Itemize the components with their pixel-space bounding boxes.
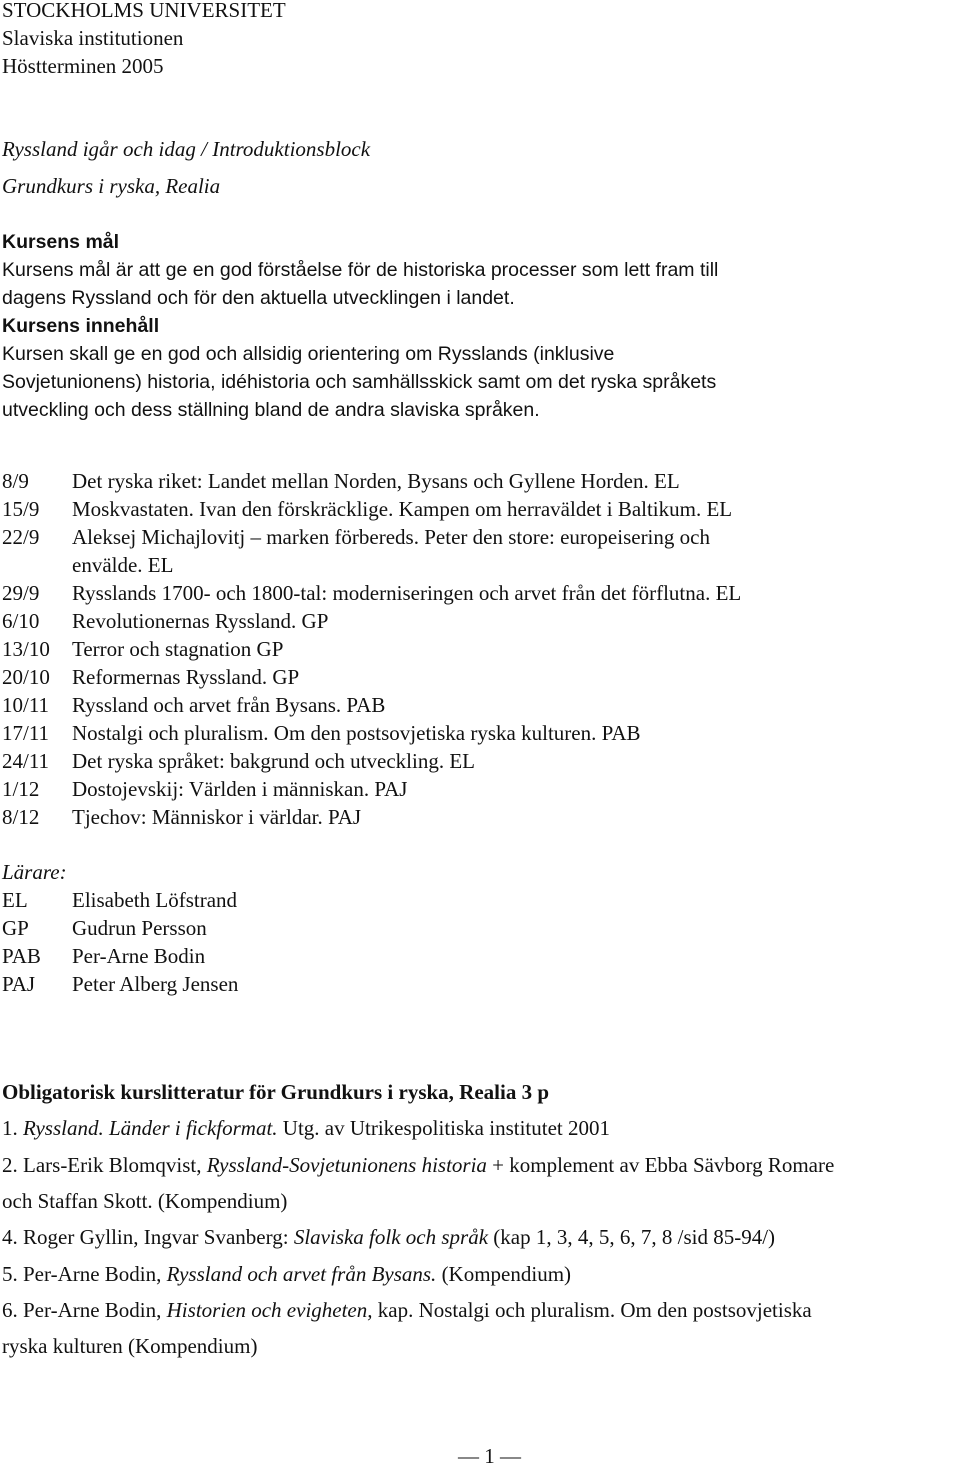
schedule-date: 1/12 (2, 777, 40, 801)
goals-text-line: dagens Ryssland och för den aktuella utvecklingen i landet. (2, 287, 515, 309)
schedule-topic: Moskvastaten. Ivan den förskräcklige. Kampen om herraväldet i Baltikum. EL (72, 497, 733, 521)
schedule-row (2, 775, 407, 803)
schedule-date: 17/11 (2, 721, 50, 745)
schedule-topic: Reformernas Ryssland. GP (72, 665, 300, 689)
schedule-topic: Nostalgi och pluralism. Om den postsovjetiska ryska kulturen. PAB (72, 721, 641, 745)
literature-item-suffix: Utg. av Utrikespolitiska institutet 2001 (277, 1116, 611, 1140)
schedule-row (2, 607, 328, 635)
schedule-topic-continuation: envälde. EL (72, 553, 174, 577)
page-number: — 1 — (458, 1444, 521, 1468)
literature-item (2, 1256, 571, 1292)
schedule-topic: Terror och stagnation GP (72, 637, 284, 661)
schedule-date: 20/10 (2, 665, 50, 689)
schedule-date: 29/9 (2, 581, 40, 605)
schedule-date: 13/10 (2, 637, 50, 661)
literature-item (2, 1292, 812, 1328)
schedule-row (2, 579, 741, 607)
content-text-line: utveckling och dess ställning bland de andra slaviska språken. (2, 399, 540, 421)
schedule-row (2, 803, 361, 831)
content-text-line: Kursen skall ge en god och allsidig orientering om Rysslands (inklusive (2, 343, 615, 365)
schedule-row (2, 663, 299, 691)
teacher-name: Gudrun Persson (72, 916, 207, 940)
teacher-code: EL (2, 888, 28, 912)
schedule-row (2, 747, 475, 775)
schedule-date: 15/9 (2, 497, 40, 521)
schedule-date: 24/11 (2, 749, 50, 773)
literature-item (2, 1219, 775, 1255)
schedule-date: 22/9 (2, 525, 40, 549)
schedule-row (2, 691, 385, 719)
department-name: Slaviska institutionen (2, 26, 184, 50)
literature-item-prefix: 6. Per-Arne Bodin, (2, 1298, 167, 1322)
schedule-topic: Revolutionernas Ryssland. GP (72, 609, 329, 633)
schedule-topic: Tjechov: Människor i världar. PAJ (72, 805, 362, 829)
literature-item-continuation: och Staffan Skott. (Kompendium) (2, 1189, 288, 1213)
literature-item-suffix: kap. Nostalgi och pluralism. Om den postsovjetiska (372, 1298, 812, 1322)
schedule-topic: Det ryska språket: bakgrund och utveckling. EL (72, 749, 475, 773)
teacher-row (2, 914, 207, 942)
literature-item-title: Ryssland och arvet från Bysans. (166, 1262, 437, 1286)
content-heading: Kursens innehåll (2, 315, 160, 337)
literature-item-prefix: 4. Roger Gyllin, Ingvar Svanberg: (2, 1225, 294, 1249)
course-title: Ryssland igår och idag / Introduktionsblock (2, 137, 371, 161)
content-text-line: Sovjetunionens) historia, idéhistoria och samhällsskick samt om det ryska språkets (2, 371, 717, 393)
schedule-topic: Ryssland och arvet från Bysans. PAB (72, 693, 386, 717)
literature-item (2, 1110, 610, 1146)
literature-item-suffix: (kap 1, 3, 4, 5, 6, 7, 8 /sid 85-94/) (488, 1225, 776, 1249)
goals-heading: Kursens mål (2, 231, 120, 253)
literature-item-title: Ryssland. Länder i fickformat. (23, 1116, 278, 1140)
schedule-date: 6/10 (2, 609, 40, 633)
schedule-row (2, 719, 641, 747)
teacher-row (2, 942, 205, 970)
schedule-row (2, 495, 732, 523)
teacher-name: Per-Arne Bodin (72, 944, 206, 968)
schedule-row (2, 467, 680, 495)
university-name: STOCKHOLMS UNIVERSITET (2, 0, 286, 22)
schedule-topic: Det ryska riket: Landet mellan Norden, Bysans och Gyllene Horden. EL (72, 469, 680, 493)
literature-item-prefix: 2. Lars-Erik Blomqvist, (2, 1153, 207, 1177)
teacher-row (2, 886, 237, 914)
teachers-heading: Lärare: (2, 860, 67, 884)
teacher-name: Elisabeth Löfstrand (72, 888, 238, 912)
literature-item-prefix: 5. Per-Arne Bodin, (2, 1262, 167, 1286)
schedule-topic: Aleksej Michajlovitj – marken förbereds. Peter den store: europeisering och (72, 525, 710, 549)
literature-item-suffix: (Kompendium) (436, 1262, 572, 1286)
schedule-topic: Dostojevskij: Världen i människan. PAJ (72, 777, 408, 801)
teacher-code: PAB (2, 944, 41, 968)
literature-item (2, 1147, 834, 1183)
schedule-date: 8/12 (2, 805, 40, 829)
term: Höstterminen 2005 (2, 54, 164, 78)
course-subtitle: Grundkurs i ryska, Realia (2, 174, 221, 198)
schedule-date: 8/9 (2, 469, 29, 493)
literature-item-title: Historien och evigheten, (166, 1298, 373, 1322)
literature-heading: Obligatorisk kurslitteratur för Grundkurs i ryska, Realia 3 p (2, 1080, 550, 1104)
teacher-code: GP (2, 916, 29, 940)
schedule-date: 10/11 (2, 693, 50, 717)
literature-item-title: Slaviska folk och språk (293, 1225, 489, 1249)
literature-item-continuation: ryska kulturen (Kompendium) (2, 1334, 258, 1358)
schedule-topic: Rysslands 1700- och 1800-tal: moderniseringen och arvet från det förflutna. EL (72, 581, 742, 605)
teacher-code: PAJ (2, 972, 36, 996)
literature-item-suffix: + komplement av Ebba Sävborg Romare (486, 1153, 835, 1177)
goals-text-line: Kursens mål är att ge en god förståelse för de historiska processer som lett fram till (2, 259, 719, 281)
schedule-row (2, 523, 710, 551)
teacher-name: Peter Alberg Jensen (72, 972, 239, 996)
schedule-row (2, 635, 283, 663)
literature-item-title: Ryssland-Sovjetunionens historia (206, 1153, 487, 1177)
teacher-row (2, 970, 238, 998)
literature-item-prefix: 1. (2, 1116, 23, 1140)
